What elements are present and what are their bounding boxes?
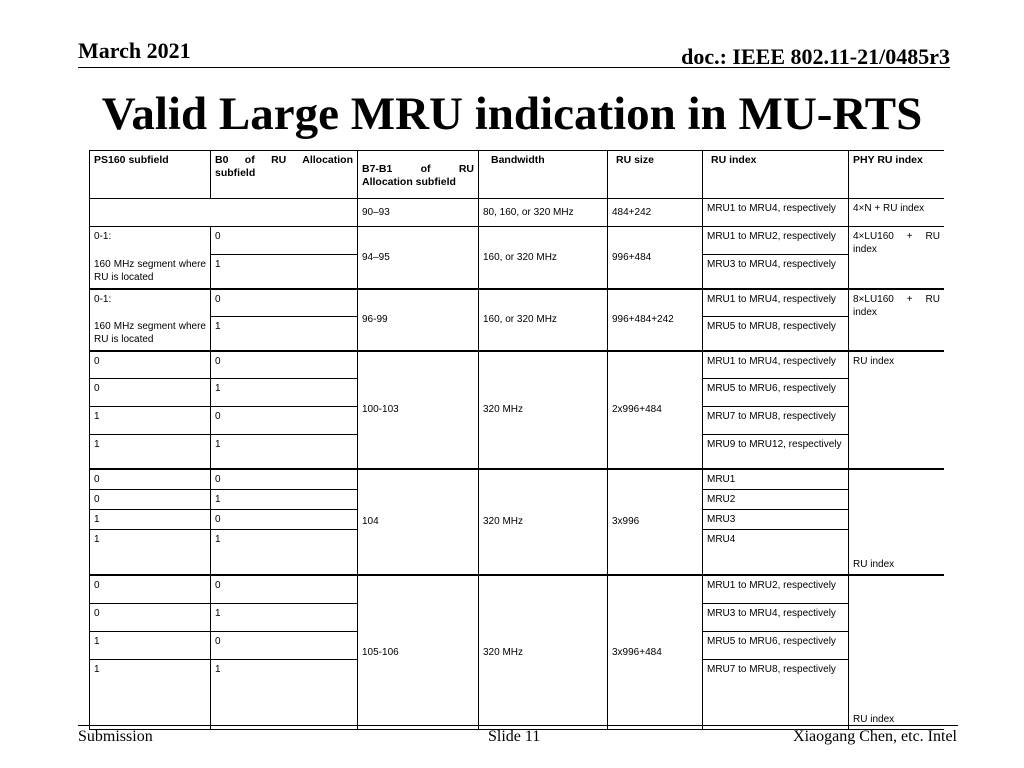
table-cell: 94–95 bbox=[358, 227, 479, 289]
table-cell: 2x996+484 bbox=[608, 351, 703, 469]
table-cell: 1 bbox=[211, 659, 358, 729]
table-cell: 0 bbox=[90, 379, 211, 407]
table-cell: MRU7 to MRU8, respectively bbox=[703, 659, 849, 729]
table-cell: 0-1: bbox=[90, 289, 211, 317]
table-cell: MRU2 bbox=[703, 489, 849, 509]
table-cell: 0 bbox=[90, 489, 211, 509]
table-cell: RU index bbox=[849, 469, 945, 576]
table-cell: 1 bbox=[90, 631, 211, 659]
table-cell: 320 MHz bbox=[479, 469, 608, 576]
table-cell: 0 bbox=[211, 227, 358, 255]
table-row bbox=[90, 469, 945, 490]
table-cell: 100-103 bbox=[358, 351, 479, 469]
table-cell: 0 bbox=[211, 509, 358, 529]
table-cell: 80, 160, or 320 MHz bbox=[479, 199, 608, 227]
table-cell: 1 bbox=[90, 659, 211, 729]
table-cell: 3x996+484 bbox=[608, 575, 703, 729]
table-cell: MRU1 to MRU4, respectively bbox=[703, 351, 849, 379]
table-cell: 1 bbox=[211, 255, 358, 289]
table-cell: 0 bbox=[90, 351, 211, 379]
table-cell: 996+484+242 bbox=[608, 289, 703, 351]
table-cell: 1 bbox=[211, 317, 358, 351]
table-cell: 4×N + RU index bbox=[849, 199, 945, 227]
table-cell: 1 bbox=[211, 435, 358, 469]
header-doc-id: doc.: IEEE 802.11-21/0485r3 bbox=[681, 44, 950, 69]
table-cell: 0 bbox=[211, 289, 358, 317]
table-cell: 104 bbox=[358, 469, 479, 576]
table-cell: 0 bbox=[90, 575, 211, 603]
table-cell: MRU3 to MRU4, respectively bbox=[703, 603, 849, 631]
table-cell: MRU1 to MRU4, respectively bbox=[703, 199, 849, 227]
col-header-ps160: PS160 subfield bbox=[90, 151, 211, 199]
table-cell: 0 bbox=[211, 631, 358, 659]
table-cell: 996+484 bbox=[608, 227, 703, 289]
col-header-b0: B0 of RU Allocation subfield bbox=[211, 151, 358, 199]
table-cell: 96-99 bbox=[358, 289, 479, 351]
col-header-b7b1: B7-B1 of RU Allocation subfield bbox=[358, 151, 479, 199]
table-cell: 1 bbox=[211, 603, 358, 631]
table-cell: 160 MHz segment where RU is located bbox=[90, 255, 211, 289]
table-cell: RU index bbox=[849, 351, 945, 469]
table-cell: RU index bbox=[849, 575, 945, 729]
slide-title: Valid Large MRU indication in MU-RTS bbox=[101, 88, 923, 140]
table-cell: 0 bbox=[211, 575, 358, 603]
table-row bbox=[90, 227, 945, 255]
mru-table-container bbox=[89, 150, 944, 735]
table-cell: 4×LU160 + RU index bbox=[849, 227, 945, 289]
footer-submission: Submission bbox=[78, 728, 153, 745]
table-cell: MRU5 to MRU6, respectively bbox=[703, 379, 849, 407]
table-cell bbox=[90, 199, 358, 227]
table-cell: 1 bbox=[90, 407, 211, 435]
table-cell: MRU5 to MRU6, respectively bbox=[703, 631, 849, 659]
col-header-ru-index: RU index bbox=[703, 151, 849, 199]
table-cell: 160 MHz segment where RU is located bbox=[90, 317, 211, 351]
table-cell: 1 bbox=[211, 489, 358, 509]
table-cell: MRU5 to MRU8, respectively bbox=[703, 317, 849, 351]
table-cell: 160, or 320 MHz bbox=[479, 227, 608, 289]
table-cell: 1 bbox=[90, 509, 211, 529]
table-cell: 1 bbox=[90, 529, 211, 575]
table-cell: MRU1 bbox=[703, 469, 849, 490]
table-cell: MRU3 to MRU4, respectively bbox=[703, 255, 849, 289]
header-rule bbox=[78, 67, 950, 68]
footer-slide-number: Slide 11 bbox=[488, 728, 541, 745]
table-cell: MRU9 to MRU12, respectively bbox=[703, 435, 849, 469]
col-header-phy-ru-index: PHY RU index bbox=[849, 151, 945, 199]
table-cell: 105-106 bbox=[358, 575, 479, 729]
table-cell: 0 bbox=[211, 351, 358, 379]
col-header-ru-size: RU size bbox=[608, 151, 703, 199]
mru-table bbox=[89, 150, 944, 730]
table-row bbox=[90, 351, 945, 379]
header-date: March 2021 bbox=[78, 38, 191, 63]
table-cell: 0 bbox=[90, 469, 211, 490]
header-row bbox=[90, 151, 945, 199]
table-row bbox=[90, 289, 945, 317]
table-cell: 0 bbox=[211, 469, 358, 490]
table-cell: 320 MHz bbox=[479, 351, 608, 469]
table-row bbox=[90, 575, 945, 603]
table-cell: 320 MHz bbox=[479, 575, 608, 729]
table-row bbox=[90, 199, 945, 227]
table-cell: 8×LU160 + RU index bbox=[849, 289, 945, 351]
table-cell: 484+242 bbox=[608, 199, 703, 227]
table-cell: 0 bbox=[211, 407, 358, 435]
table-cell: 90–93 bbox=[358, 199, 479, 227]
table-cell: 1 bbox=[90, 435, 211, 469]
footer-author: Xiaogang Chen, etc. Intel bbox=[793, 728, 957, 745]
table-cell: 1 bbox=[211, 379, 358, 407]
table-cell: 0 bbox=[90, 603, 211, 631]
table-cell: 160, or 320 MHz bbox=[479, 289, 608, 351]
col-header-bandwidth: Bandwidth bbox=[479, 151, 608, 199]
table-cell: MRU1 to MRU2, respectively bbox=[703, 575, 849, 603]
footer-rule bbox=[78, 725, 958, 726]
table-cell: MRU3 bbox=[703, 509, 849, 529]
table-cell: MRU1 to MRU2, respectively bbox=[703, 227, 849, 255]
table-cell: 0-1: bbox=[90, 227, 211, 255]
table-cell: MRU4 bbox=[703, 529, 849, 575]
table-cell: 1 bbox=[211, 529, 358, 575]
table-cell: MRU1 to MRU4, respectively bbox=[703, 289, 849, 317]
table-cell: 3x996 bbox=[608, 469, 703, 576]
table-cell: MRU7 to MRU8, respectively bbox=[703, 407, 849, 435]
